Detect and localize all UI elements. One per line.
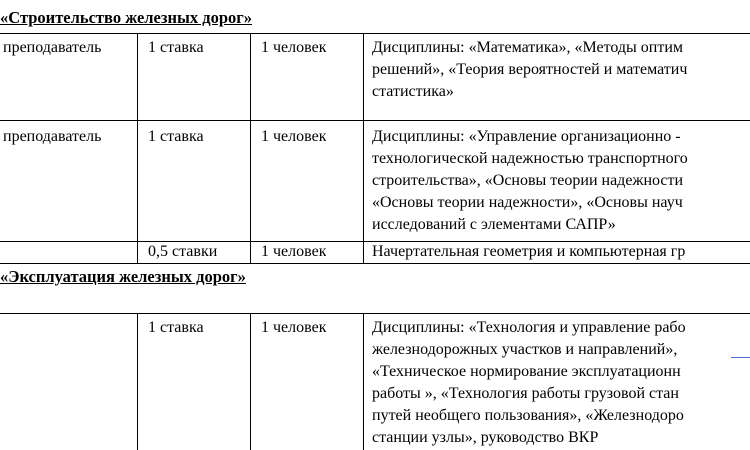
table1-top-border (0, 33, 750, 34)
disciplines-line: строительства», «Основы теории надежности (372, 172, 684, 189)
table1-col-divider-1 (137, 33, 138, 264)
table-cell-position: преподаватель (3, 39, 102, 56)
table-cell-count: 1 человек (261, 39, 327, 56)
table2-col-divider-1 (137, 313, 138, 450)
table-cell-count: 1 человек (261, 319, 327, 336)
disciplines-line: статистика» (372, 83, 454, 100)
table-cell-count: 1 человек (261, 243, 327, 260)
table-cell-position: преподаватель (3, 128, 102, 145)
table-cell-rate: 1 ставка (148, 39, 204, 56)
table-cell-count: 1 человек (261, 128, 327, 145)
disciplines-line: «Основы теории надежности», «Основы науч (372, 194, 683, 211)
table1-col-divider-2 (250, 33, 251, 264)
table1-row1-bottom (0, 120, 750, 121)
table1-row3-bottom (0, 263, 750, 264)
table-cell-rate: 1 ставка (148, 128, 204, 145)
disciplines-line: Дисциплины: «Управление организационно - (372, 128, 681, 145)
table-cell-disciplines (372, 241, 750, 263)
table-cell-disciplines (372, 317, 750, 449)
table-cell-rate: 1 ставка (148, 319, 204, 336)
table-cell-rate: 0,5 ставки (148, 243, 218, 260)
disciplines-line: решений», «Теория вероятностей и математич (372, 61, 688, 78)
disciplines-line: исследований с элементами САПР» (372, 216, 616, 233)
spellcheck-underline-mark (731, 357, 750, 358)
disciplines-line: Дисциплины: «Технология и управление рабо (372, 319, 686, 336)
table-cell-disciplines (372, 126, 750, 236)
table-cell-disciplines (372, 37, 750, 103)
disciplines-line: путей необщего пользования», «Железнодоро (372, 407, 684, 424)
table2-top-border (0, 313, 750, 314)
table1-col-divider-3 (363, 33, 364, 264)
section-title-construction: «Строительство железных дорог» (0, 8, 253, 27)
disciplines-line: технологической надежностью транспортного (372, 150, 688, 167)
disciplines-line: Начертательная геометрия и компьютерная гр (372, 243, 686, 260)
disciplines-line: Дисциплины: «Математика», «Методы оптим (372, 39, 684, 56)
disciplines-line: станции узлы», руководство ВКР (372, 429, 599, 446)
disciplines-line: «Техническое нормирование эксплуатационн (372, 363, 681, 380)
table2-col-divider-2 (250, 313, 251, 450)
table2-col-divider-3 (363, 313, 364, 450)
section-title-operation: «Эксплуатация железных дорог» (0, 267, 246, 286)
disciplines-line: железнодорожных участков и направлений», (372, 341, 678, 358)
disciplines-line: работы », «Технология работы грузовой стан (372, 385, 679, 402)
